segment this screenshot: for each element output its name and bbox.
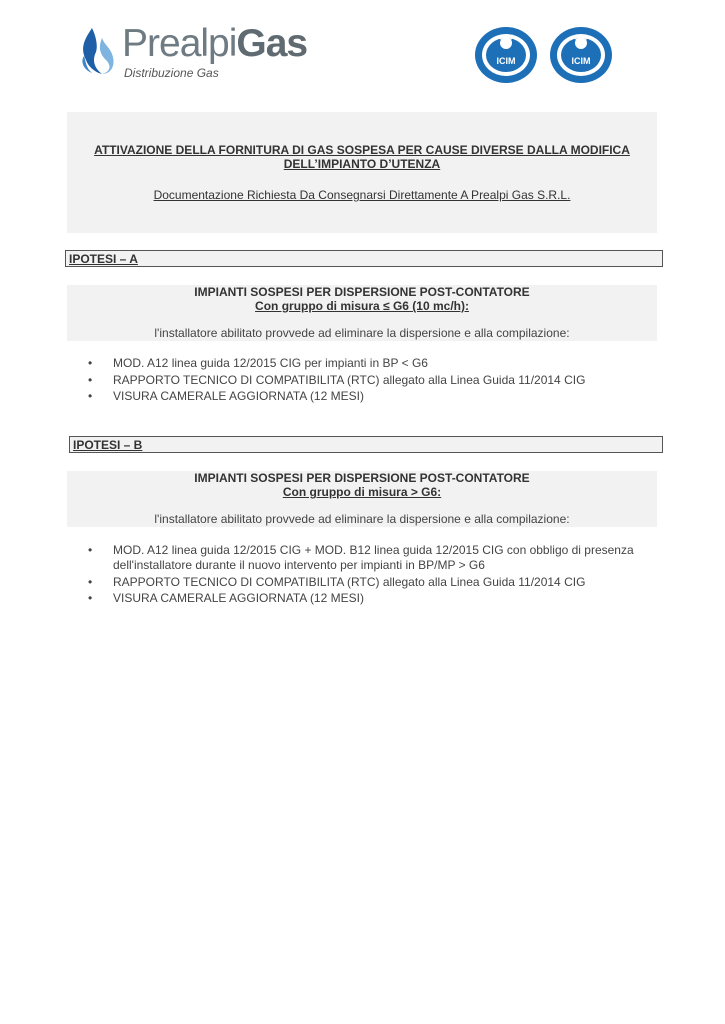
section-a-box (67, 285, 657, 341)
document-title-box (67, 112, 657, 233)
logo-word-prealpi: Prealpi (122, 22, 237, 65)
list-item-text: VISURA CAMERALE AGGIORNATA (12 MESI) (113, 389, 364, 403)
document-subtitle: Documentazione Richiesta Da Consegnarsi Direttamente A Prealpi Gas S.R.L. (153, 188, 571, 202)
list-item-text: RAPPORTO TECNICO DI COMPATIBILITA (RTC) allegato alla Linea Guida 11/2014 CIG (113, 372, 586, 387)
certification-seal-icon (549, 26, 613, 84)
hypothesis-a-label: IPOTESI – A (69, 252, 138, 266)
section-b-title: IMPIANTI SOSPESI PER DISPERSIONE POST-CONTATORE (194, 471, 530, 485)
bullet: • (88, 591, 93, 605)
bullet: • (88, 356, 93, 370)
bullet: • (88, 574, 93, 589)
hypothesis-a-heading (65, 250, 663, 267)
bullet: • (88, 389, 93, 403)
page-header (0, 0, 725, 100)
list-item (88, 591, 663, 606)
section-a-title: IMPIANTI SOSPESI PER DISPERSIONE POST-CONTATORE (194, 285, 530, 299)
logo-tagline: Distribuzione Gas (124, 66, 219, 80)
list-item (88, 575, 663, 590)
hypothesis-b-label: IPOTESI – B (73, 438, 143, 452)
bullet: • (88, 543, 93, 557)
hypothesis-b-heading (69, 436, 663, 453)
list-item (88, 356, 663, 371)
list-item (88, 389, 663, 404)
bullet: • (88, 372, 93, 387)
section-a-list (88, 356, 663, 406)
section-b-box (67, 471, 657, 527)
cert-label: ICIM (571, 56, 591, 66)
list-item-text: VISURA CAMERALE AGGIORNATA (12 MESI) (113, 591, 364, 605)
list-item-text: MOD. A12 linea guida 12/2015 CIG per impianti in BP < G6 (113, 356, 428, 370)
logo-word-gas: Gas (236, 22, 308, 65)
list-item (88, 373, 663, 388)
section-a-subtitle: Con gruppo di misura ≤ G6 (10 mc/h): (255, 299, 469, 313)
icim-certification-badge-1 (474, 26, 538, 84)
logo-wordmark (122, 22, 307, 66)
document-title: ATTIVAZIONE DELLA FORNITURA DI GAS SOSPESA PER CAUSE DIVERSE DALLA MODIFICA DELL’IMPIANTO D’UTENZA (94, 143, 630, 171)
list-item-text: MOD. A12 linea guida 12/2015 CIG + MOD. B12 linea guida 12/2015 CIG con obbligo di presenza dell'installatore durante il nuovo intervento per impianti in BP/MP > G6 (113, 543, 634, 572)
cert-label: ICIM (496, 56, 516, 66)
certification-seal-icon (474, 26, 538, 84)
list-item (88, 543, 663, 573)
section-b-intro: l'installatore abilitato provvede ad eliminare la dispersione e alla compilazione: (154, 512, 570, 526)
flame-icon (78, 26, 116, 76)
section-a-intro: l'installatore abilitato provvede ad eliminare la dispersione e alla compilazione: (154, 326, 570, 340)
section-b-subtitle: Con gruppo di misura > G6: (282, 485, 442, 499)
section-b-list (88, 543, 663, 608)
list-item-text: RAPPORTO TECNICO DI COMPATIBILITA (RTC) allegato alla Linea Guida 11/2014 CIG (113, 574, 586, 589)
icim-certification-badge-2 (549, 26, 613, 84)
prealpi-gas-logo (78, 22, 338, 84)
